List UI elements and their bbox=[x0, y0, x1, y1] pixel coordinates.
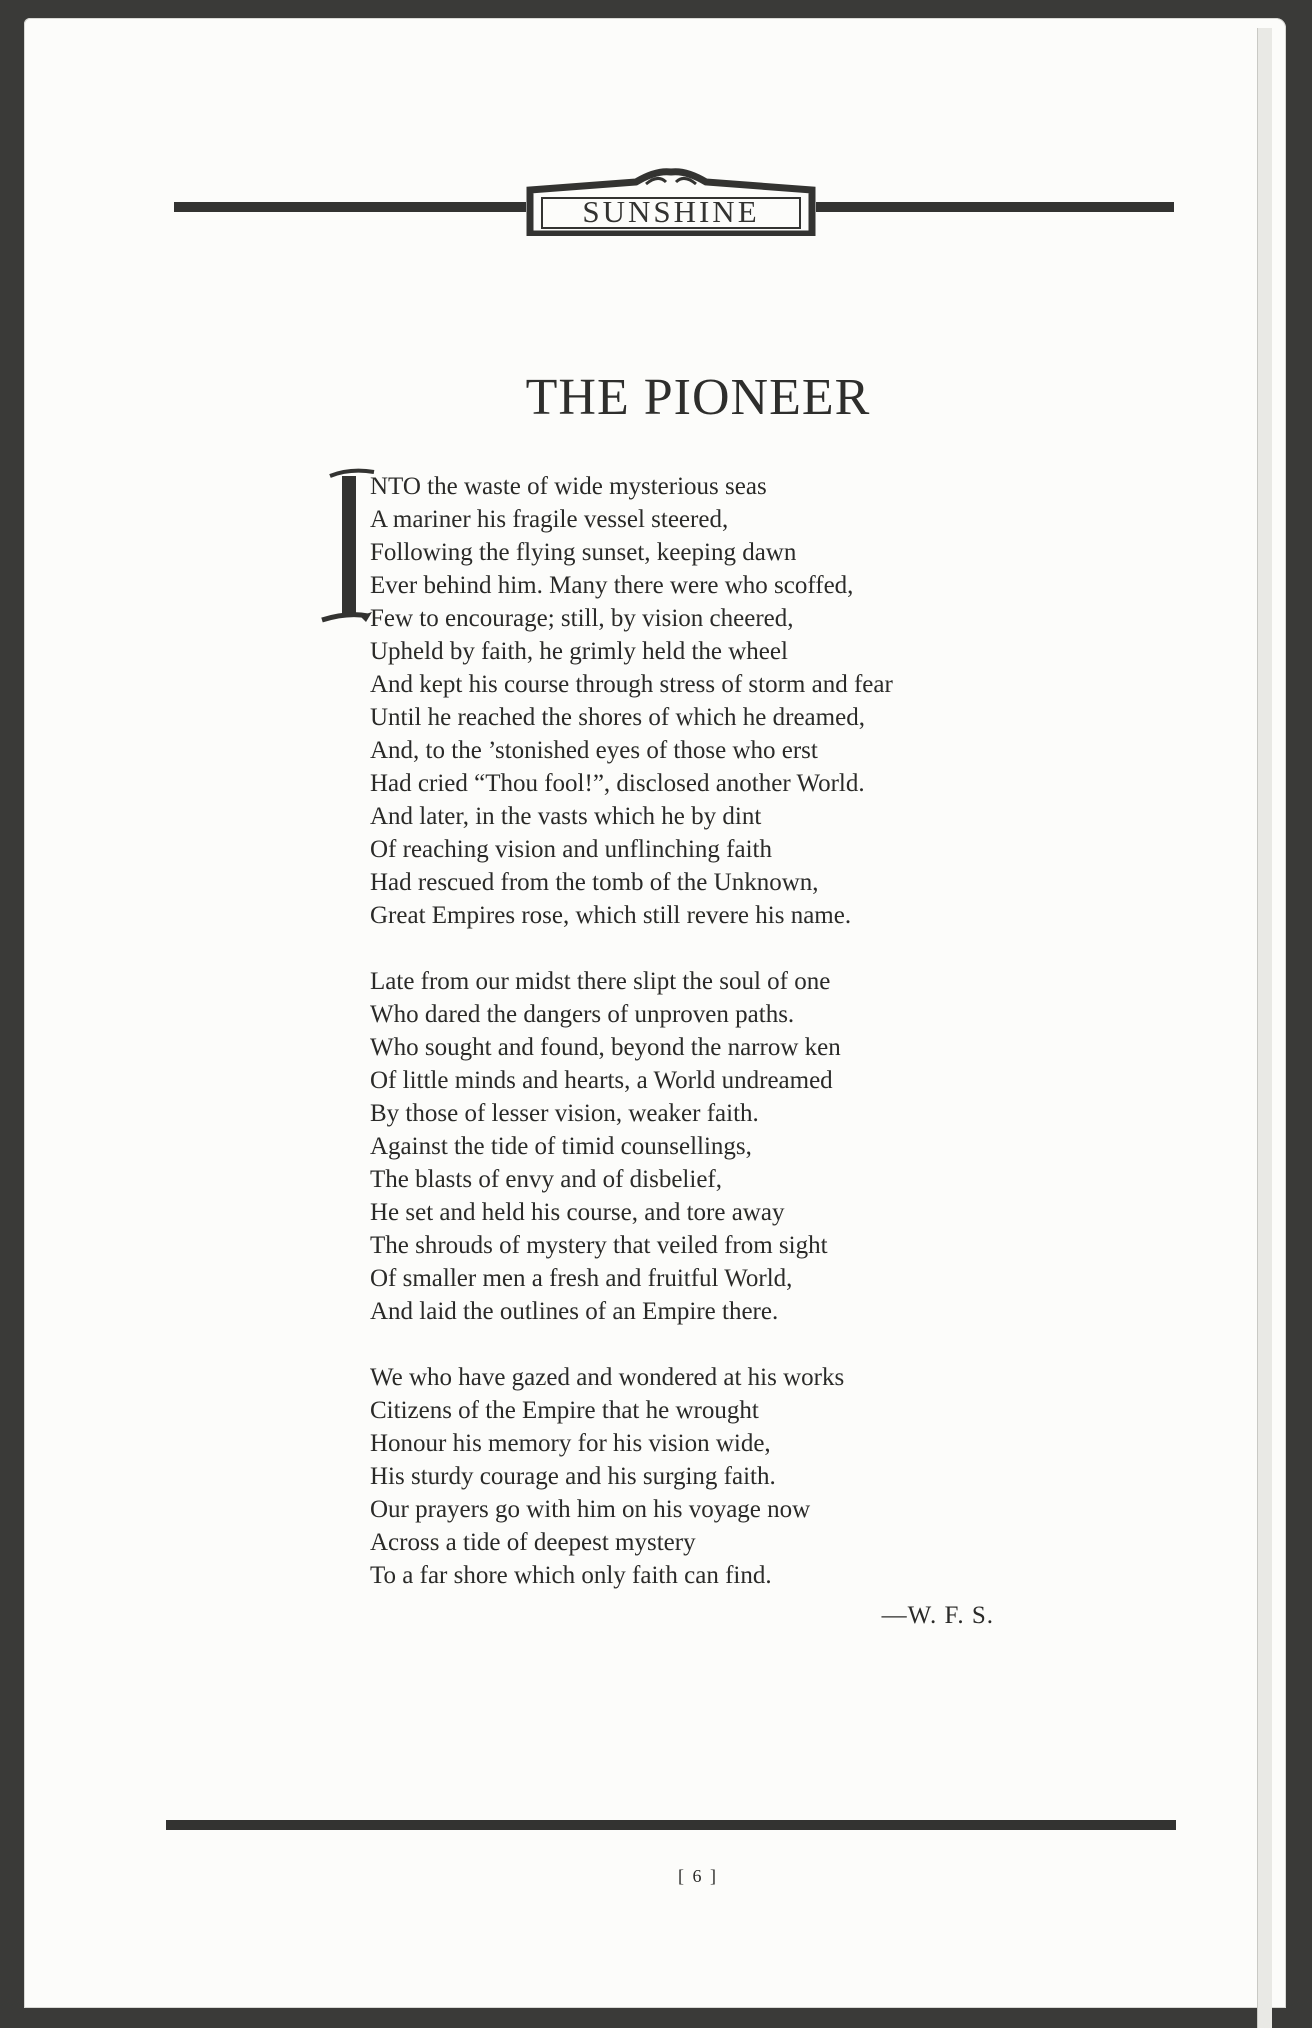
poem-line: Had cried “Thou fool!”, disclosed another World. bbox=[370, 770, 865, 797]
poem-line: And kept his course through stress of storm and fear bbox=[370, 671, 893, 698]
poem-line: By those of lesser vision, weaker faith. bbox=[370, 1100, 759, 1127]
header-rule-right bbox=[816, 202, 1174, 212]
poem-line: The shrouds of mystery that veiled from sight bbox=[370, 1232, 828, 1259]
header-rule-left bbox=[174, 202, 526, 212]
stanza-container bbox=[370, 470, 1170, 1592]
poem-line: The blasts of envy and of disbelief, bbox=[370, 1166, 722, 1193]
poem-line: Who sought and found, beyond the narrow ken bbox=[370, 1034, 841, 1061]
stanza bbox=[370, 1361, 1170, 1592]
poem-line: Honour his memory for his vision wide, bbox=[370, 1430, 771, 1457]
stanza-gap bbox=[370, 1328, 1170, 1361]
poem-line: To a far shore which only faith can find. bbox=[370, 1562, 772, 1589]
poem-line: A mariner his fragile vessel steered, bbox=[370, 506, 729, 533]
stanza bbox=[370, 470, 1170, 932]
poem-line: Who dared the dangers of unproven paths. bbox=[370, 1001, 795, 1028]
poem-line: Until he reached the shores of which he dreamed, bbox=[370, 704, 865, 731]
masthead-plaque bbox=[526, 168, 816, 236]
poem-line: Late from our midst there slipt the soul of one bbox=[370, 968, 831, 995]
page-edge bbox=[1257, 28, 1272, 2028]
masthead-header bbox=[174, 168, 1174, 238]
poem-line: Following the flying sunset, keeping dawn bbox=[370, 539, 797, 566]
poem-line: Great Empires rose, which still revere his name. bbox=[370, 902, 852, 929]
poem-line: Of reaching vision and unflinching faith bbox=[370, 836, 772, 863]
poem-line: Against the tide of timid counsellings, bbox=[370, 1133, 752, 1160]
poem-line: Of little minds and hearts, a World undreamed bbox=[370, 1067, 833, 1094]
poem-line: And later, in the vasts which he by dint bbox=[370, 803, 762, 830]
poem-line: Had rescued from the tomb of the Unknown, bbox=[370, 869, 819, 896]
poem-line: Across a tide of deepest mystery bbox=[370, 1529, 696, 1556]
poem-line: He set and held his course, and tore away bbox=[370, 1199, 785, 1226]
poem-line: NTO the waste of wide mysterious seas bbox=[370, 473, 767, 500]
stanza-gap bbox=[370, 932, 1170, 965]
stanza bbox=[370, 965, 1170, 1328]
poem-line: Ever behind him. Many there were who scoffed, bbox=[370, 572, 854, 599]
page-number: [ 6 ] bbox=[678, 1866, 718, 1886]
dropcap-ornament-icon bbox=[320, 466, 376, 626]
dropcap-letter: I bbox=[320, 466, 321, 467]
poem-line: Of smaller men a fresh and fruitful World, bbox=[370, 1265, 793, 1292]
poem-title: THE PIONEER bbox=[525, 369, 871, 426]
poem-line: And laid the outlines of an Empire there. bbox=[370, 1298, 779, 1325]
poem-line: Few to encourage; still, by vision cheered, bbox=[370, 605, 794, 632]
poem-line: Upheld by faith, he grimly held the wheel bbox=[370, 638, 788, 665]
poem-line: His sturdy courage and his surging faith. bbox=[370, 1463, 776, 1490]
masthead-title: SUNSHINE bbox=[582, 194, 760, 229]
poem-line: And, to the ’stonished eyes of those who erst bbox=[370, 737, 818, 764]
poem-line: Our prayers go with him on his voyage now bbox=[370, 1496, 811, 1523]
poem-line: We who have gazed and wondered at his works bbox=[370, 1364, 845, 1391]
poem-body bbox=[320, 466, 1170, 1592]
author-signature: —W. F. S. bbox=[881, 1602, 994, 1629]
poem-line: Citizens of the Empire that he wrought bbox=[370, 1397, 759, 1424]
magazine-page bbox=[24, 18, 1286, 2008]
footer-rule bbox=[166, 1820, 1176, 1830]
